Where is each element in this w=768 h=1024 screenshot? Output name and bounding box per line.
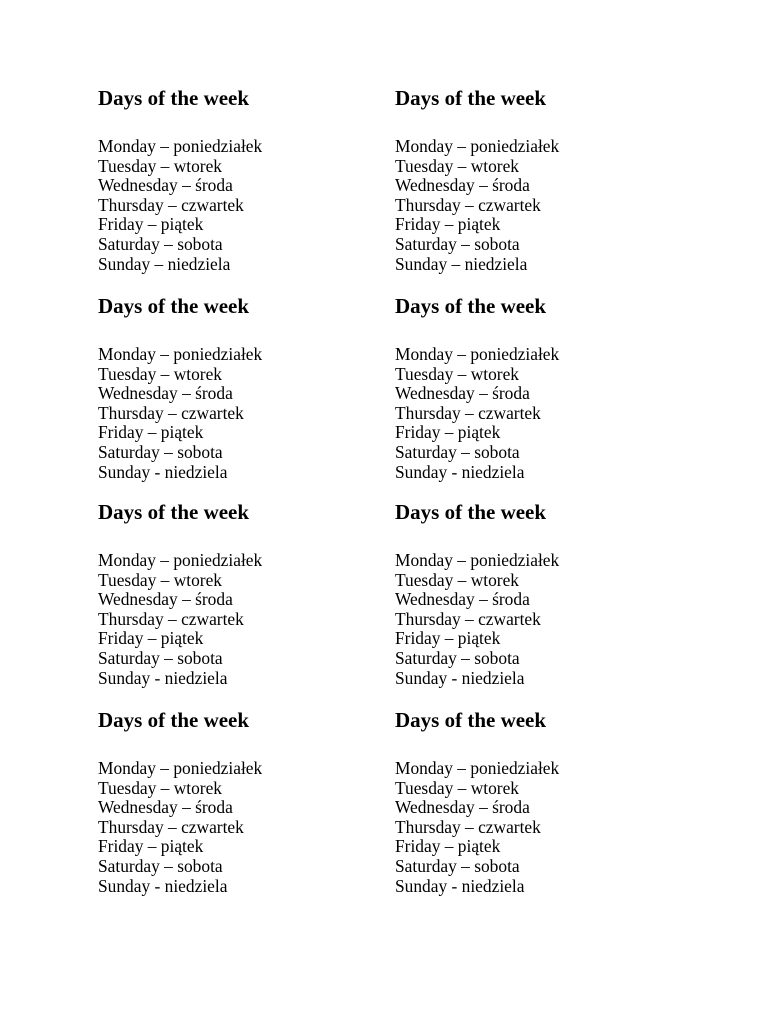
day-line: Sunday – niedziela xyxy=(98,253,231,274)
day-line: Monday – poniedziałek xyxy=(98,758,263,778)
day-line: Thursday – czwartek xyxy=(395,402,541,423)
day-line: Friday – piątek xyxy=(395,836,501,857)
day-line: Friday – piątek xyxy=(98,628,204,649)
day-line: Wednesday – środa xyxy=(98,589,233,610)
day-line: Friday – piątek xyxy=(98,214,204,235)
day-line: Wednesday – środa xyxy=(98,797,233,818)
block-title: Days of the week xyxy=(395,708,547,732)
day-line: Thursday – czwartek xyxy=(395,816,541,837)
day-line: Monday – poniedziałek xyxy=(98,550,263,570)
day-line: Tuesday – wtorek xyxy=(98,777,222,798)
day-list xyxy=(395,759,665,896)
day-list xyxy=(98,551,368,688)
day-list xyxy=(395,345,665,482)
day-list xyxy=(98,759,368,896)
day-line: Thursday – czwartek xyxy=(395,194,541,215)
day-line: Monday – poniedziałek xyxy=(98,136,263,156)
day-line: Saturday – sobota xyxy=(98,647,223,668)
day-line: Thursday – czwartek xyxy=(98,402,244,423)
day-line: Friday – piątek xyxy=(98,422,204,443)
day-line: Monday – poniedziałek xyxy=(98,344,263,364)
days-block xyxy=(98,294,368,482)
day-line: Wednesday – środa xyxy=(395,383,530,404)
day-line: Sunday - niedziela xyxy=(98,461,228,482)
block-title: Days of the week xyxy=(98,294,250,318)
day-line: Monday – poniedziałek xyxy=(395,344,560,364)
day-line: Monday – poniedziałek xyxy=(395,550,560,570)
day-list xyxy=(98,345,368,482)
day-line: Wednesday – środa xyxy=(98,175,233,196)
day-line: Sunday - niedziela xyxy=(98,875,228,896)
day-list xyxy=(395,551,665,688)
day-line: Sunday – niedziela xyxy=(395,253,528,274)
day-line: Monday – poniedziałek xyxy=(395,758,560,778)
day-line: Friday – piątek xyxy=(98,836,204,857)
day-line: Tuesday – wtorek xyxy=(98,155,222,176)
day-line: Thursday – czwartek xyxy=(98,194,244,215)
days-block xyxy=(395,294,665,482)
days-block xyxy=(395,500,665,688)
block-title: Days of the week xyxy=(395,86,547,110)
day-line: Saturday – sobota xyxy=(395,441,520,462)
days-block xyxy=(98,86,368,274)
day-line: Thursday – czwartek xyxy=(98,816,244,837)
day-line: Tuesday – wtorek xyxy=(395,777,519,798)
block-title: Days of the week xyxy=(98,86,250,110)
days-block xyxy=(395,86,665,274)
day-line: Saturday – sobota xyxy=(395,855,520,876)
day-line: Friday – piątek xyxy=(395,628,501,649)
days-block xyxy=(395,708,665,896)
day-line: Wednesday – środa xyxy=(395,589,530,610)
day-line: Saturday – sobota xyxy=(98,233,223,254)
day-line: Tuesday – wtorek xyxy=(98,363,222,384)
day-line: Monday – poniedziałek xyxy=(395,136,560,156)
days-block xyxy=(98,708,368,896)
day-list xyxy=(98,137,368,274)
day-line: Tuesday – wtorek xyxy=(98,569,222,590)
day-line: Thursday – czwartek xyxy=(98,608,244,629)
day-line: Wednesday – środa xyxy=(395,797,530,818)
day-line: Sunday - niedziela xyxy=(395,667,525,688)
day-line: Sunday - niedziela xyxy=(395,461,525,482)
day-line: Saturday – sobota xyxy=(98,441,223,462)
day-list xyxy=(395,137,665,274)
day-line: Sunday - niedziela xyxy=(395,875,525,896)
block-title: Days of the week xyxy=(98,500,250,524)
day-line: Tuesday – wtorek xyxy=(395,363,519,384)
day-line: Friday – piątek xyxy=(395,214,501,235)
day-line: Tuesday – wtorek xyxy=(395,155,519,176)
day-line: Wednesday – środa xyxy=(395,175,530,196)
block-title: Days of the week xyxy=(98,708,250,732)
block-title: Days of the week xyxy=(395,500,547,524)
day-line: Friday – piątek xyxy=(395,422,501,443)
day-line: Saturday – sobota xyxy=(98,855,223,876)
day-line: Saturday – sobota xyxy=(395,647,520,668)
day-line: Thursday – czwartek xyxy=(395,608,541,629)
day-line: Tuesday – wtorek xyxy=(395,569,519,590)
days-block xyxy=(98,500,368,688)
day-line: Saturday – sobota xyxy=(395,233,520,254)
day-line: Wednesday – środa xyxy=(98,383,233,404)
day-line: Sunday - niedziela xyxy=(98,667,228,688)
block-title: Days of the week xyxy=(395,294,547,318)
